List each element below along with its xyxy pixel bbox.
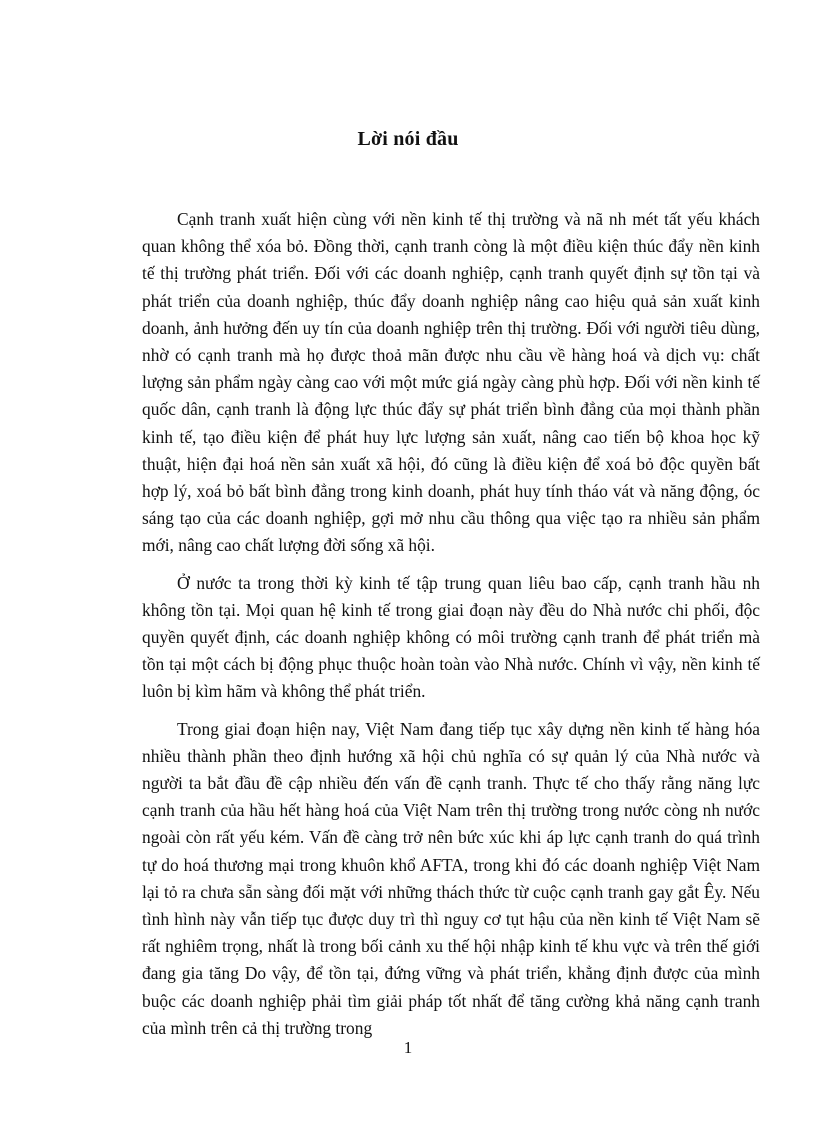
paragraph-3: Trong giai đoạn hiện nay, Việt Nam đang tiếp tục xây dựng nền kinh tế hàng hóa nhiều thành phần theo định hướng xã hội chủ nghĩa có sự quản lý của Nhà nước và người ta bắt đầu đề cập nhiều đến vấn đề cạnh tranh. Thực tế cho thấy rằng năng lực cạnh tranh của hầu hết hàng hoá của Việt Nam trên thị trường trong nước còng nh nước ngoài còn rất yếu kém. Vấn đề càng trở nên bức xúc khi áp lực cạnh tranh do quá trình tự do hoá thương mại trong khuôn khổ AFTA, trong khi đó các doanh nghiệp Việt Nam lại tỏ ra chưa sẵn sàng đối mặt với những thách thức từ cuộc cạnh tranh gay gắt Êy. Nếu tình hình này vẫn tiếp tục được duy trì thì nguy cơ tụt hậu của nền kinh tế Việt Nam sẽ rất nghiêm trọng, nhất là trong bối cảnh xu thế hội nhập kinh tế khu vực và trên thế giới đang gia tăng Do vậy, để tồn tại, đứng vững và phát triển, khẳng định được của mình buộc các doanh nghiệp phải tìm giải pháp tốt nhất để tăng cường khả năng cạnh tranh của mình trên cả thị trường trong	[142, 718, 760, 1038]
paragraph-2: Ở nước ta trong thời kỳ kinh tế tập trung quan liêu bao cấp, cạnh tranh hầu nh không tồn tại. Mọi quan hệ kinh tế trong giai đoạn này đều do Nhà nước chi phối, độc quyền quyết định, các doanh nghiệp không có môi trường cạnh tranh để phát triển mà tồn tại một cách bị động phục thuộc hoàn toàn vào Nhà nước. Chính vì vậy, nền kinh tế luôn bị kìm hãm và không thể phát triển.	[142, 572, 760, 702]
page-number: 1	[403, 1038, 413, 1057]
document-body	[142, 206, 760, 1052]
paragraph-1: Cạnh tranh xuất hiện cùng với nền kinh tế thị trường và nã nh mét tất yếu khách quan không thể xóa bỏ. Đồng thời, cạnh tranh còng là một điều kiện thúc đẩy nền kinh tế thị trường phát triển. Đối với các doanh nghiệp, cạnh tranh quyết định sự tồn tại và phát triển của doanh nghiệp, thúc đẩy doanh nghiệp nâng cao hiệu quả sản xuất kinh doanh, ảnh hưởng đến uy tín của doanh nghiệp trên thị trường. Đối với người tiêu dùng, nhờ có cạnh tranh mà họ được thoả mãn được nhu cầu về hàng hoá và dịch vụ: chất lượng sản phẩm ngày càng cao với một mức giá ngày càng phù hợp. Đối với nền kinh tế quốc dân, cạnh tranh là động lực thúc đẩy sự phát triển bình đẳng của mọi thành phần kinh tế, tạo điều kiện để phát huy lực lượng sản xuất, nâng cao tiến bộ khoa học kỹ thuật, hiện đại hoá nền sản xuất xã hội, đó cũng là điều kiện để xoá bỏ độc quyền bất hợp lý, xoá bỏ bất bình đẳng trong kinh doanh, phát huy tính tháo vát và năng động, óc sáng tạo của các doanh nghiệp, gợi mở nhu cầu thông qua việc tạo ra nhiều sản phẩm mới, nâng cao chất lượng đời sống xã hội.	[142, 209, 760, 556]
page-title: Lời nói đầu	[357, 128, 459, 150]
